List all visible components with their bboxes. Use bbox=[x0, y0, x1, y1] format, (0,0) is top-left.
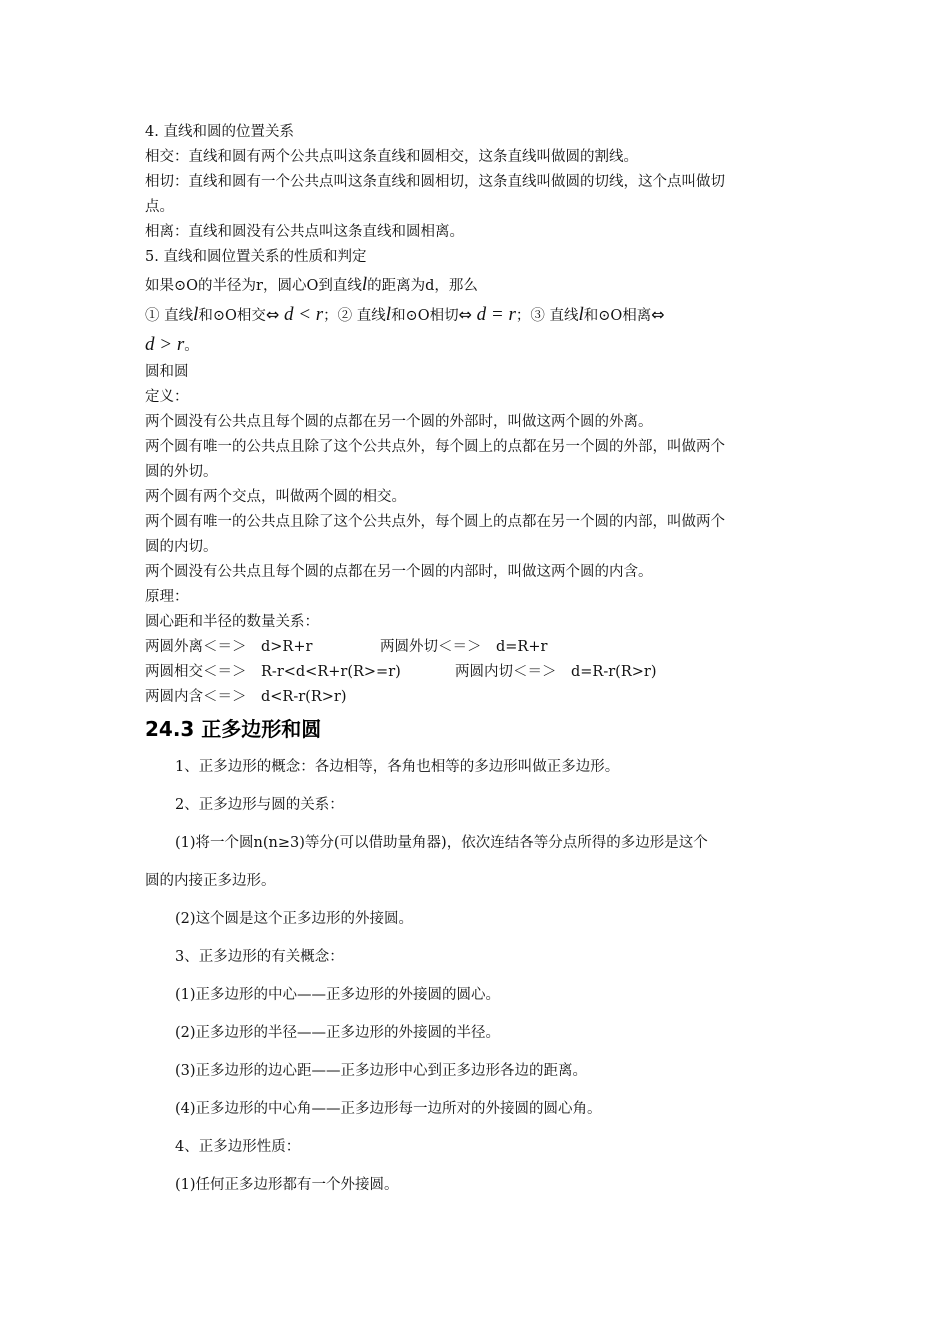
intersect-definition: 相交：直线和圆有两个公共点叫这条直线和圆相交，这条直线叫做圆的割线。 bbox=[145, 149, 638, 165]
section-body bbox=[145, 748, 825, 1204]
r2-text: 和⊙O相切 bbox=[391, 308, 459, 324]
r2-math: d = r bbox=[476, 304, 516, 325]
def-external-tangent-line1: 两个圆有唯一的公共点且除了这个公共点外，每个圆上的点都在另一个圆的外部，叫做两个 bbox=[145, 439, 725, 455]
rel-internal-tangent: 两圆内切＜＝＞ d=R-r(R>r) bbox=[455, 664, 657, 680]
s5-title: 5. 直线和圆位置关系的性质和判定 bbox=[145, 249, 367, 265]
tangent-definition-line2: 点。 bbox=[145, 199, 174, 215]
relation-line-2 bbox=[145, 330, 825, 360]
section-paragraph: (3)正多边形的边心距——正多边形中心到正多边形各边的距离。 bbox=[175, 1063, 588, 1079]
iff-symbol: ⇔ bbox=[458, 305, 473, 324]
def-containment: 两个圆没有公共点且每个圆的点都在另一个圆的内部时，叫做这两个圆的内含。 bbox=[145, 564, 653, 580]
def-internal-tangent-line1: 两个圆有唯一的公共点且除了这个公共点外，每个圆上的点都在另一个圆的内部，叫做两个 bbox=[145, 514, 725, 530]
section-paragraph: (1)将一个圆n(n≥3)等分(可以借助量角器)，依次连结各等分点所得的多边形是这个 bbox=[175, 835, 708, 851]
document-page bbox=[145, 120, 825, 1204]
rel-external-separation: 两圆外离＜＝＞ d>R+r bbox=[145, 639, 313, 655]
s4-title: 4. 直线和圆的位置关系 bbox=[145, 124, 294, 140]
line-l-symbol: l bbox=[361, 274, 368, 295]
r3-label: ；③ 直线 bbox=[515, 308, 579, 324]
condition-line bbox=[145, 270, 825, 300]
r2-l-symbol: l bbox=[385, 304, 392, 325]
relation-line bbox=[145, 300, 825, 330]
def-internal-tangent-line2: 圆的内切。 bbox=[145, 539, 218, 555]
iff-symbol: ⇔ bbox=[265, 305, 280, 324]
r1-text: 和⊙O相交 bbox=[198, 308, 266, 324]
tangent-definition-line1: 相切：直线和圆有一个公共点叫这条直线和圆相切，这条直线叫做圆的切线，这个点叫做切 bbox=[145, 174, 725, 190]
section-paragraph: 圆的内接正多边形。 bbox=[145, 873, 276, 889]
circles-title: 圆和圆 bbox=[145, 364, 189, 380]
r3-math: d > r bbox=[145, 334, 185, 355]
relation-row-3 bbox=[145, 685, 825, 710]
section-paragraph: (2)这个圆是这个正多边形的外接圆。 bbox=[175, 911, 414, 927]
quantity-relation-title: 圆心距和半径的数量关系： bbox=[145, 614, 319, 630]
principle-title: 原理： bbox=[145, 589, 189, 605]
separate-definition: 相离：直线和圆没有公共点叫这条直线和圆相离。 bbox=[145, 224, 464, 240]
rel-containment: 两圆内含＜＝＞ d<R-r(R>r) bbox=[145, 689, 347, 705]
section-paragraph: 3、正多边形的有关概念： bbox=[175, 949, 344, 965]
relation-row-1 bbox=[145, 635, 825, 660]
section-paragraph: 1、正多边形的概念：各边相等，各角也相等的多边形叫做正多边形。 bbox=[175, 759, 620, 775]
section-paragraph: 2、正多边形与圆的关系： bbox=[175, 797, 344, 813]
section-paragraph: (1)任何正多边形都有一个外接圆。 bbox=[175, 1177, 399, 1193]
section-heading: 24.3 正多边形和圆 bbox=[145, 717, 322, 741]
rel-external-tangent: 两圆外切＜＝＞ d=R+r bbox=[380, 639, 548, 655]
relation-row-2 bbox=[145, 660, 825, 685]
r2-label: ；② 直线 bbox=[323, 308, 386, 324]
r1-l-symbol: l bbox=[193, 304, 199, 325]
condition-text-b: 的距离为d，那么 bbox=[367, 278, 478, 294]
def-intersect: 两个圆有两个交点，叫做两个圆的相交。 bbox=[145, 489, 406, 505]
section-paragraph: 4、正多边形性质： bbox=[175, 1139, 301, 1155]
r1-label: ① 直线 bbox=[145, 308, 194, 324]
condition-text-a: 如果⊙O的半径为r，圆心O到直线 bbox=[145, 278, 362, 294]
def-external-separation: 两个圆没有公共点且每个圆的点都在另一个圆的外部时，叫做这两个圆的外离。 bbox=[145, 414, 653, 430]
section-paragraph: (1)正多边形的中心——正多边形的外接圆的圆心。 bbox=[175, 987, 501, 1003]
r3-end: 。 bbox=[184, 338, 199, 354]
definition-title: 定义： bbox=[145, 389, 189, 405]
iff-symbol: ⇔ bbox=[651, 305, 665, 324]
r3-l-symbol: l bbox=[578, 304, 584, 325]
section-paragraph: (2)正多边形的半径——正多边形的外接圆的半径。 bbox=[175, 1025, 501, 1041]
def-external-tangent-line2: 圆的外切。 bbox=[145, 464, 218, 480]
rel-intersect: 两圆相交＜＝＞ R-r<d<R+r(R>=r) bbox=[145, 664, 401, 680]
r1-math: d < r bbox=[283, 304, 324, 325]
section-paragraph: (4)正多边形的中心角——正多边形每一边所对的外接圆的圆心角。 bbox=[175, 1101, 602, 1117]
r3-text: 和⊙O相离 bbox=[583, 308, 652, 324]
